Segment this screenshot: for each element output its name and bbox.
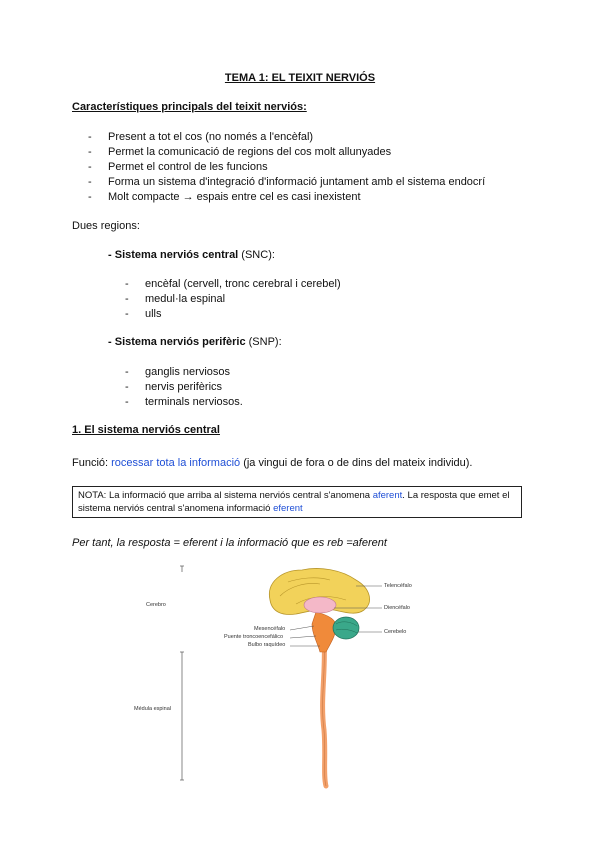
- cerebelo: [333, 617, 359, 639]
- snp-heading: [108, 336, 282, 348]
- list-item: - Present a tot el cos (no només a l'encèfal): [108, 130, 485, 145]
- characteristics-list: [108, 130, 485, 205]
- snp-list: [145, 365, 243, 410]
- note-text-1: NOTA: La informació que arriba al sistema nerviós central s'anomena: [78, 490, 373, 501]
- list-item: - Molt compacte → espais entre cel es casi inexistent: [108, 190, 485, 205]
- note-text-2: . La resposta que emet el sistema nerviós central s'anomena informació: [78, 490, 510, 514]
- function-rest: (ja vingui de fora o de dins del mateix individu).: [240, 457, 473, 469]
- list-item: - encèfal (cervell, tronc cerebral i cerebel): [145, 277, 341, 292]
- list-item: - ulls: [145, 307, 341, 322]
- regions-intro: Dues regions:: [72, 220, 140, 232]
- snc-abbr: (SNC):: [238, 249, 275, 261]
- list-item: - terminals nerviosos.: [145, 395, 243, 410]
- label-cerebelo: Cerebelo: [384, 629, 407, 635]
- list-item: - nervis perifèrics: [145, 380, 243, 395]
- list-item: - Permet la comunicació de regions del cos molt allunyades: [108, 145, 485, 160]
- snp-abbr: (SNP):: [245, 336, 282, 348]
- function-line: [72, 457, 473, 469]
- conclusion-text: Per tant, la resposta = eferent i la informació que es reb =aferent: [72, 537, 387, 549]
- note-aferent: aferent: [372, 490, 403, 501]
- function-link[interactable]: rocessar tota la informació: [111, 457, 241, 469]
- note-box: [72, 486, 522, 518]
- label-medula: Médula espinal: [134, 706, 171, 712]
- note-eferent: eferent: [273, 503, 303, 514]
- label-diencefalo: Diencéfalo: [384, 605, 410, 611]
- snc-heading: [108, 249, 275, 261]
- diencefalo: [304, 597, 336, 613]
- list-item: - ganglis nerviosos: [145, 365, 243, 380]
- snp-name: Sistema nerviós perifèric: [114, 336, 246, 348]
- pointer-puente: [290, 636, 316, 638]
- label-bulbo: Bulbo raquídeo: [248, 642, 286, 648]
- page-title: TEMA 1: EL TEIXIT NERVIÓS: [224, 72, 376, 84]
- label-mesencefalo: Mesencéfalo: [254, 626, 286, 632]
- label-telencefalo: Telencéfalo: [384, 583, 412, 589]
- snc-list: [145, 277, 341, 322]
- snp-prefix: -: [108, 336, 115, 348]
- list-item: - Forma un sistema d'integració d'informació juntament amb el sistema endocrí: [108, 175, 485, 190]
- list-item: - Permet el control de les funcions: [108, 160, 485, 175]
- label-cerebro: Cerebro: [146, 602, 166, 608]
- nervous-system-diagram: [120, 560, 540, 790]
- function-label: Funció:: [72, 457, 112, 469]
- pointer-mesencefalo: [290, 626, 314, 630]
- label-puente: Puente troncoencefálico: [224, 634, 284, 640]
- list-item: - medul·la espinal: [145, 292, 341, 307]
- characteristics-heading: Característiques principals del teixit nerviós:: [72, 101, 307, 113]
- snc-prefix: -: [108, 249, 115, 261]
- section1-heading: 1. El sistema nerviós central: [72, 424, 220, 436]
- brain-spinal-illustration: [120, 560, 540, 790]
- snc-name: Sistema nerviós central: [114, 249, 239, 261]
